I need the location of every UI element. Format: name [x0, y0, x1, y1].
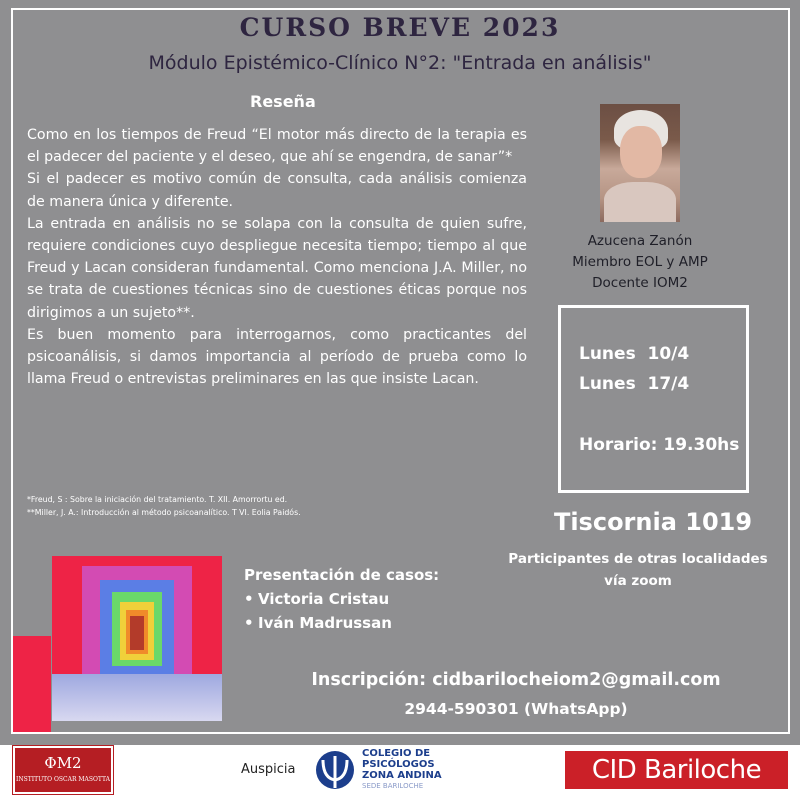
fm2-logo-text: INSTITUTO OSCAR MASOTTA [16, 776, 110, 783]
schedule-date: Lunes 17/4 [579, 374, 690, 394]
colegio-line: ZONA ANDINA [362, 770, 442, 781]
resena-body [27, 124, 527, 390]
colegio-line: SEDE BARILOCHE [362, 782, 424, 790]
colegio-line: COLEGIO DE [362, 748, 431, 759]
corridor-image [52, 556, 222, 721]
cid-bariloche-logo: CID Bariloche [565, 751, 788, 789]
presenter-item: • Iván Madrussan [244, 611, 439, 635]
registration-phone: 2944-590301 (WhatsApp) [404, 700, 628, 718]
schedule-date: Lunes 10/4 [579, 344, 690, 364]
colegio-line: PSICÓLOGOS [362, 759, 435, 770]
docente-role: Miembro EOL y AMP [572, 254, 708, 270]
footnote: **Miller, J. A.: Introducción al método psicoanalítico. T VI. Eolia Paidós. [27, 508, 301, 517]
fm2-logo [13, 746, 113, 794]
case-presentation [244, 563, 439, 635]
footnote: *Freud, S : Sobre la iniciación del tratamiento. T. XII. Amorrortu ed. [27, 495, 288, 504]
resena-paragraph: Es buen momento para interrogarnos, como practicantes del psicoanálisis, si damos importancia al período de prueba como lo llama Freud o entrevistas preliminares en las que insiste Lacan. [27, 326, 527, 388]
registration-email: Inscripción: cidbarilocheiom2@gmail.com [311, 670, 721, 690]
address: Tiscornia 1019 [553, 508, 753, 536]
docente-name: Azucena Zanón [587, 233, 693, 249]
resena-paragraph: Si el padecer es motivo común de consulta, cada análisis comienza de manera única y diferente. [27, 171, 527, 210]
presenter-item: • Victoria Cristau [244, 587, 439, 611]
remote-note [496, 548, 780, 592]
resena-heading: Reseña [250, 92, 316, 111]
resena-paragraph: La entrada en análisis no se solapa con la consulta de quien sufre, requiere condiciones cuyo despliegue necesita tiempo; tiempo al que Freud y Lacan consideran fundamental. Como menciona J.A. Miller, no se trata de cuestiones técnicas sino de cuestiones éticas porque nos dirigimos a un sujeto**. [27, 215, 527, 321]
remote-note-line: Participantes de otras localidades [508, 551, 768, 567]
colegio-logo-text [362, 748, 442, 792]
cases-heading: Presentación de casos: [244, 566, 440, 584]
docente-role: Docente IOM2 [592, 275, 688, 291]
auspicia-label: Auspicia [241, 762, 296, 777]
fm2-logo-mark: ΦM2 [44, 754, 82, 772]
colegio-logo-icon [313, 750, 357, 790]
decorative-red-block [13, 636, 51, 732]
module-subtitle: Módulo Epistémico-Clínico N°2: "Entrada en análisis" [148, 52, 652, 74]
remote-note-line: vía zoom [604, 573, 672, 589]
docente-info [560, 231, 720, 294]
docente-photo [600, 104, 680, 222]
schedule-time: Horario: 19.30hs [579, 435, 740, 455]
resena-paragraph: Como en los tiempos de Freud “El motor más directo de la terapia es el padecer del paciente y el deseo, que ahí se engendra, de sanar”* [27, 127, 527, 166]
course-title: CURSO BREVE 2023 [239, 13, 561, 42]
schedule-box [558, 305, 749, 493]
footnotes [27, 493, 527, 519]
